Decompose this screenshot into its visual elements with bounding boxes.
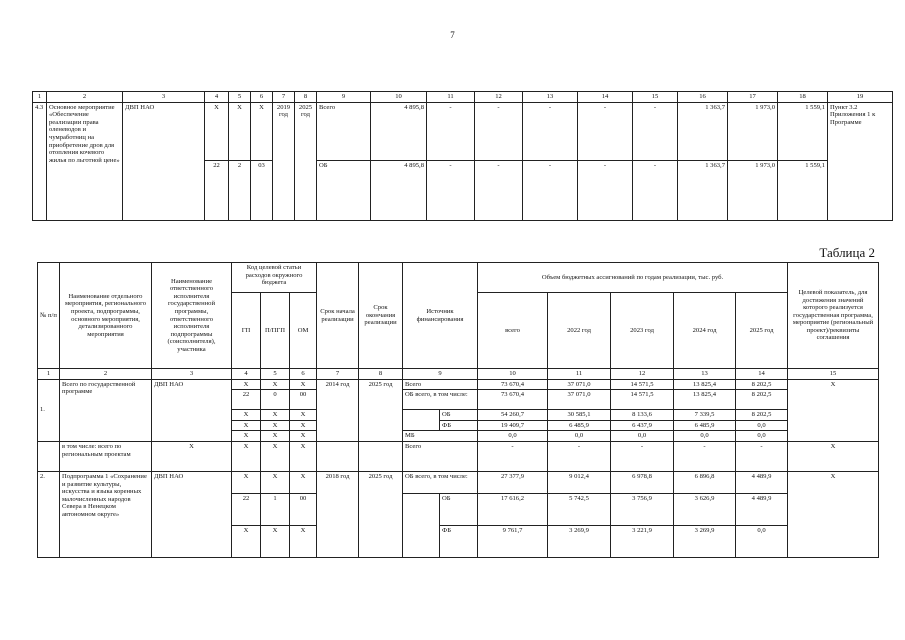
value: 1 363,7 xyxy=(678,160,728,220)
header-total: всего xyxy=(478,293,548,369)
value: 1 973,0 xyxy=(728,102,778,160)
code-om: 00 xyxy=(290,493,317,525)
header-om: ОМ xyxy=(290,293,317,369)
col-num: 9 xyxy=(317,92,371,103)
col-num: 2 xyxy=(60,369,152,380)
value-2024: 6 896,8 xyxy=(674,471,736,493)
source: Всего xyxy=(403,379,478,390)
value-2025: 0,0 xyxy=(736,431,788,442)
code-om: Х xyxy=(290,525,317,557)
header-row xyxy=(38,263,879,293)
end-year xyxy=(359,441,403,471)
value: - xyxy=(427,160,475,220)
value-2022: 30 585,1 xyxy=(548,410,611,421)
measure-name: Основное мероприятие «Обеспечение реализации права оленеводов и чумработниц на приобретение дров для отопления кочевого жилья по льготной цене» xyxy=(47,102,123,220)
value-2023: 8 133,6 xyxy=(611,410,674,421)
end-year: 2025 год xyxy=(295,102,317,220)
value: 1 363,7 xyxy=(678,102,728,160)
code-pgp: Х xyxy=(229,102,251,160)
code-gp: Х xyxy=(232,431,261,442)
value: - xyxy=(523,160,578,220)
row-id: 4.3 xyxy=(33,102,47,220)
col-num: 14 xyxy=(578,92,633,103)
col-num: 10 xyxy=(371,92,427,103)
column-number-row xyxy=(38,369,879,380)
value: 1 973,0 xyxy=(728,160,778,220)
source-sub: ОБ xyxy=(440,410,478,421)
col-num: 7 xyxy=(273,92,295,103)
value-2022: 9 012,4 xyxy=(548,471,611,493)
col-num: 1 xyxy=(33,92,47,103)
source-sub: ОБ xyxy=(440,493,478,525)
value-2023: 6 978,8 xyxy=(611,471,674,493)
page-number: 7 xyxy=(450,30,455,40)
col-num: 16 xyxy=(678,92,728,103)
header-target: Целевой показатель, для достижения значений которого реализуется государственная программа, мероприятие (региональный проект)/реквизиты соглашения xyxy=(788,263,879,369)
code-om: 00 xyxy=(290,390,317,410)
code-gp: Х xyxy=(232,410,261,421)
value-2023: - xyxy=(611,441,674,471)
code-pgp: Х xyxy=(261,420,290,431)
value: - xyxy=(633,160,678,220)
col-num: 8 xyxy=(359,369,403,380)
source: Всего xyxy=(317,102,371,160)
header-code: Код целевой статьи расходов окружного бюджета xyxy=(232,263,317,293)
code-om: Х xyxy=(290,420,317,431)
code-pgp: 0 xyxy=(261,390,290,410)
code-pgp: Х xyxy=(261,410,290,421)
end-year: 2025 год xyxy=(359,471,403,557)
header-name: Наименование отдельного мероприятия, регионального проекта, подпрограммы, основного мероприятия, детализированного мероприятия xyxy=(60,263,152,369)
col-num: 13 xyxy=(523,92,578,103)
header-start: Срок начала реализации xyxy=(317,263,359,369)
value-2022: 37 071,0 xyxy=(548,390,611,410)
col-num: 8 xyxy=(295,92,317,103)
value-2022: 37 071,0 xyxy=(548,379,611,390)
value-2025: 4 489,9 xyxy=(736,493,788,525)
col-num: 1 xyxy=(38,369,60,380)
code-gp: Х xyxy=(232,525,261,557)
total: 73 670,4 xyxy=(478,390,548,410)
table-row xyxy=(38,379,879,390)
value-2025: 8 202,5 xyxy=(736,410,788,421)
value-2024: - xyxy=(674,441,736,471)
value-2025: 8 202,5 xyxy=(736,390,788,410)
value-2023: 6 437,9 xyxy=(611,420,674,431)
value: - xyxy=(523,102,578,160)
measure-name: в том числе: всего по региональным проектам xyxy=(60,441,152,471)
target-indicator: Х xyxy=(788,441,879,471)
code-gp: 22 xyxy=(232,390,261,410)
row-num: 2. xyxy=(38,471,60,557)
code-om: Х xyxy=(251,102,273,160)
code-pgp: Х xyxy=(261,471,290,493)
col-num: 14 xyxy=(736,369,788,380)
value: - xyxy=(578,102,633,160)
value-2024: 13 825,4 xyxy=(674,390,736,410)
target-indicator: Пункт 3.2 Приложения 1 к Программе xyxy=(828,102,893,220)
code-gp: 22 xyxy=(232,493,261,525)
code-gp: Х xyxy=(232,471,261,493)
total: 0,0 xyxy=(478,431,548,442)
executor: ДВП НАО xyxy=(152,471,232,557)
measure-name: Подпрограмма 1 «Сохранение и развитие культуры, искусства и языка коренных малочисленных народов Севера в Ненецком автономном округе» xyxy=(60,471,152,557)
total: 19 409,7 xyxy=(478,420,548,431)
total: 4 895,8 xyxy=(371,102,427,160)
col-num: 12 xyxy=(611,369,674,380)
total: 9 761,7 xyxy=(478,525,548,557)
header-volume: Объем бюджетных ассигнований по годам реализации, тыс. руб. xyxy=(478,263,788,293)
total: 27 377,9 xyxy=(478,471,548,493)
source-sub: ФБ xyxy=(440,420,478,431)
row-num: 1. xyxy=(38,379,60,441)
start-year: 2019 год xyxy=(273,102,295,220)
col-num: 3 xyxy=(152,369,232,380)
header-2024: 2024 год xyxy=(674,293,736,369)
source: ОБ всего, в том числе: xyxy=(403,471,478,493)
value-2023: 14 571,5 xyxy=(611,390,674,410)
value-2023: 3 756,9 xyxy=(611,493,674,525)
value-2024: 3 269,9 xyxy=(674,525,736,557)
code-om: Х xyxy=(290,441,317,471)
total: 4 895,8 xyxy=(371,160,427,220)
col-num: 5 xyxy=(229,92,251,103)
value-2024: 0,0 xyxy=(674,431,736,442)
header-source: Источник финансирования xyxy=(403,263,478,369)
code-om: Х xyxy=(290,379,317,390)
source: Всего xyxy=(403,441,478,471)
table-caption: Таблица 2 xyxy=(819,245,875,260)
code-om: Х xyxy=(290,410,317,421)
value-2024: 7 339,5 xyxy=(674,410,736,421)
total: 54 260,7 xyxy=(478,410,548,421)
header-2022: 2022 год xyxy=(548,293,611,369)
total: 17 616,2 xyxy=(478,493,548,525)
col-num: 13 xyxy=(674,369,736,380)
code-om: 03 xyxy=(251,160,273,220)
table-row xyxy=(33,102,893,160)
value-2023: 3 221,9 xyxy=(611,525,674,557)
code-pgp: 1 xyxy=(261,493,290,525)
value-2025: - xyxy=(736,441,788,471)
source xyxy=(403,410,440,421)
source: ОБ всего, в том числе: xyxy=(403,390,478,410)
value-2024: 13 825,4 xyxy=(674,379,736,390)
executor: ДВП НАО xyxy=(152,379,232,441)
code-gp: 22 xyxy=(205,160,229,220)
col-num: 17 xyxy=(728,92,778,103)
executor: ДВП НАО xyxy=(123,102,205,220)
col-num: 4 xyxy=(232,369,261,380)
col-num: 15 xyxy=(633,92,678,103)
code-om: Х xyxy=(290,471,317,493)
header-pgp: П/ПГП xyxy=(261,293,290,369)
col-num: 5 xyxy=(261,369,290,380)
total: - xyxy=(478,441,548,471)
col-num: 11 xyxy=(548,369,611,380)
value-2025: 0,0 xyxy=(736,420,788,431)
source: ОБ xyxy=(317,160,371,220)
row-num xyxy=(38,441,60,471)
col-num: 10 xyxy=(478,369,548,380)
start-year: 2014 год xyxy=(317,379,359,441)
code-pgp: Х xyxy=(261,525,290,557)
source xyxy=(403,420,440,431)
header-gp: ГП xyxy=(232,293,261,369)
col-num: 12 xyxy=(475,92,523,103)
value: - xyxy=(578,160,633,220)
col-num: 6 xyxy=(251,92,273,103)
source xyxy=(403,493,440,525)
value-2022: 0,0 xyxy=(548,431,611,442)
end-year: 2025 год xyxy=(359,379,403,441)
col-num: 7 xyxy=(317,369,359,380)
value-2024: 6 485,9 xyxy=(674,420,736,431)
value: 1 559,1 xyxy=(778,102,828,160)
source xyxy=(403,525,440,557)
code-gp: Х xyxy=(205,102,229,160)
col-num: 4 xyxy=(205,92,229,103)
value-2025: 8 202,5 xyxy=(736,379,788,390)
value-2025: 4 489,9 xyxy=(736,471,788,493)
target-indicator: Х xyxy=(788,379,879,441)
value: - xyxy=(633,102,678,160)
value-2022: 5 742,5 xyxy=(548,493,611,525)
value-2023: 14 571,5 xyxy=(611,379,674,390)
total: 73 670,4 xyxy=(478,379,548,390)
value: 1 559,1 xyxy=(778,160,828,220)
value-2022: - xyxy=(548,441,611,471)
source: МБ xyxy=(403,431,478,442)
col-num: 19 xyxy=(828,92,893,103)
value: - xyxy=(475,160,523,220)
code-om: Х xyxy=(290,431,317,442)
value-2024: 3 626,9 xyxy=(674,493,736,525)
value-2022: 3 269,9 xyxy=(548,525,611,557)
header-executor: Наименование ответственного исполнителя государственной программы, ответственного исполнителя подпрограммы (соисполнителя), участника xyxy=(152,263,232,369)
code-pgp: Х xyxy=(261,441,290,471)
value-2022: 6 485,9 xyxy=(548,420,611,431)
col-num: 6 xyxy=(290,369,317,380)
target-indicator: Х xyxy=(788,471,879,557)
table-row xyxy=(38,441,879,471)
col-num: 18 xyxy=(778,92,828,103)
code-pgp: Х xyxy=(261,431,290,442)
code-gp: Х xyxy=(232,441,261,471)
source-sub: ФБ xyxy=(440,525,478,557)
col-num: 9 xyxy=(403,369,478,380)
code-pgp: Х xyxy=(261,379,290,390)
col-num: 11 xyxy=(427,92,475,103)
table-row xyxy=(38,471,879,493)
col-num: 3 xyxy=(123,92,205,103)
value-2025: 0,0 xyxy=(736,525,788,557)
measure-name: Всего по государственной программе xyxy=(60,379,152,441)
executor: Х xyxy=(152,441,232,471)
header-end: Срок окончания реализации xyxy=(359,263,403,369)
header-num: № п/п xyxy=(38,263,60,369)
budget-table xyxy=(37,262,879,558)
column-number-row xyxy=(33,92,893,103)
budget-table-continuation xyxy=(32,91,893,221)
code-gp: Х xyxy=(232,379,261,390)
start-year: 2018 год xyxy=(317,471,359,557)
col-num: 2 xyxy=(47,92,123,103)
header-2025: 2025 год xyxy=(736,293,788,369)
code-pgp: 2 xyxy=(229,160,251,220)
value: - xyxy=(475,102,523,160)
value-2023: 0,0 xyxy=(611,431,674,442)
col-num: 15 xyxy=(788,369,879,380)
value: - xyxy=(427,102,475,160)
start-year xyxy=(317,441,359,471)
header-2023: 2023 год xyxy=(611,293,674,369)
code-gp: Х xyxy=(232,420,261,431)
